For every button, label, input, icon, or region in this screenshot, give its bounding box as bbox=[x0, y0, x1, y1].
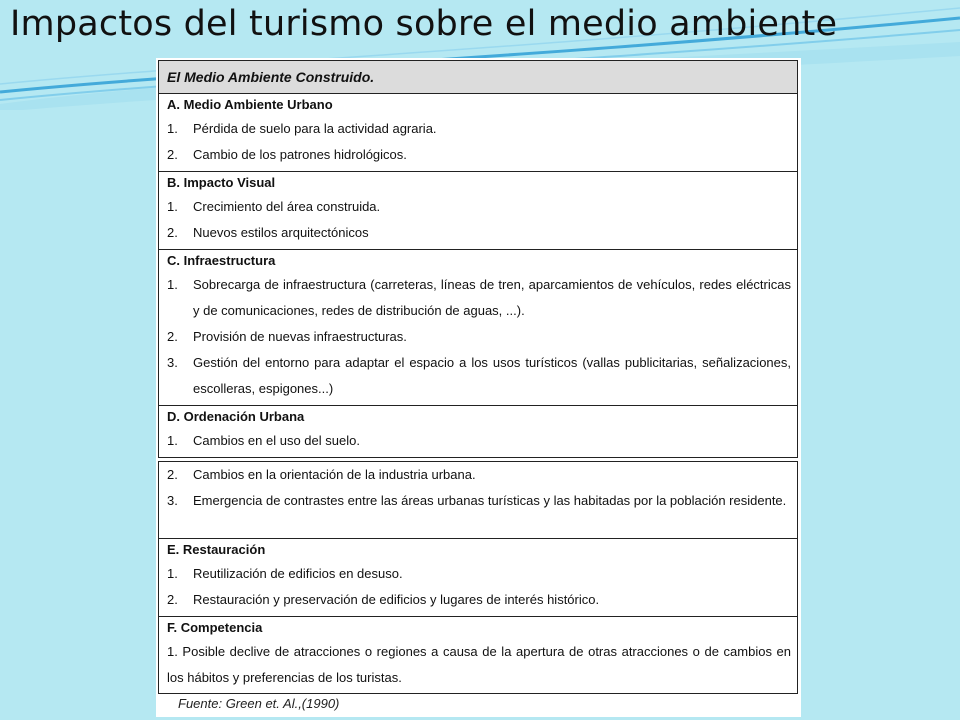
section-title: F. Competencia bbox=[167, 620, 263, 635]
item-text: 1. Posible declive de atracciones o regiones a causa de la apertura de otras atracciones o de cambios en los hábitos y preferencias de los turistas. bbox=[167, 644, 791, 685]
section-ordenacion-urbana bbox=[159, 406, 797, 454]
item-text: Cambio de los patrones hidrológicos. bbox=[193, 147, 407, 162]
section-infraestructura bbox=[159, 250, 797, 406]
item-text: Gestión del entorno para adaptar el espacio a los usos turísticos (vallas publicitarias, señalizaciones, escolleras, espigones...) bbox=[193, 355, 791, 396]
list-item bbox=[159, 272, 797, 324]
item-text: Restauración y preservación de edificios y lugares de interés histórico. bbox=[193, 592, 600, 607]
item-number: 2. bbox=[167, 329, 178, 344]
list-item bbox=[159, 116, 797, 142]
list-item bbox=[159, 587, 797, 613]
item-number: 1. bbox=[167, 566, 178, 581]
list-item bbox=[159, 194, 797, 220]
item-number: 1. bbox=[167, 121, 178, 136]
section-title: B. Impacto Visual bbox=[167, 175, 276, 190]
section-title: C. Infraestructura bbox=[167, 253, 276, 268]
section-title: E. Restauración bbox=[167, 542, 266, 557]
item-text: Cambios en el uso del suelo. bbox=[193, 433, 360, 448]
list-item bbox=[159, 428, 797, 454]
section-ordenacion-urbana-continued bbox=[159, 462, 797, 539]
item-text: Crecimiento del área construida. bbox=[193, 199, 381, 214]
list-item bbox=[159, 350, 797, 402]
document-image bbox=[156, 58, 801, 717]
source-citation: Fuente: Green et. Al.,(1990) bbox=[178, 696, 340, 711]
list-item bbox=[159, 324, 797, 350]
item-number: 3. bbox=[167, 355, 178, 370]
item-text: Emergencia de contrastes entre las áreas urbanas turísticas y las habitadas por la población residente. bbox=[193, 493, 787, 508]
item-number: 2. bbox=[167, 147, 178, 162]
impacts-table-part-1 bbox=[158, 60, 798, 458]
item-number: 2. bbox=[167, 225, 178, 240]
section-competencia bbox=[159, 617, 797, 691]
item-text: Nuevos estilos arquitectónicos bbox=[193, 225, 369, 240]
list-item bbox=[159, 488, 797, 514]
item-text: Cambios en la orientación de la industria urbana. bbox=[193, 467, 476, 482]
section-title: A. Medio Ambiente Urbano bbox=[167, 97, 333, 112]
section-title: D. Ordenación Urbana bbox=[167, 409, 305, 424]
item-text: Reutilización de edificios en desuso. bbox=[193, 566, 403, 581]
table-header: El Medio Ambiente Construido. bbox=[159, 61, 797, 94]
item-number: 1. bbox=[167, 433, 178, 448]
slide-title: Impactos del turismo sobre el medio ambiente bbox=[10, 4, 838, 44]
section-medio-ambiente-urbano bbox=[159, 94, 797, 172]
item-number: 2. bbox=[167, 592, 178, 607]
section-impacto-visual bbox=[159, 172, 797, 250]
item-number: 3. bbox=[167, 493, 178, 508]
item-number: 1. bbox=[167, 277, 178, 292]
list-item bbox=[159, 639, 797, 691]
item-text: Sobrecarga de infraestructura (carreteras, líneas de tren, aparcamientos de vehículos, redes eléctricas y de comunicaciones, redes de distribución de aguas, ...). bbox=[193, 277, 791, 318]
item-text: Provisión de nuevas infraestructuras. bbox=[193, 329, 407, 344]
item-text: Pérdida de suelo para la actividad agraria. bbox=[193, 121, 437, 136]
impacts-table-part-2 bbox=[158, 461, 798, 694]
list-item bbox=[159, 220, 797, 246]
item-number: 1. bbox=[167, 199, 178, 214]
section-restauracion bbox=[159, 539, 797, 617]
item-number: 2. bbox=[167, 467, 178, 482]
list-item bbox=[159, 561, 797, 587]
list-item bbox=[159, 142, 797, 168]
list-item bbox=[159, 462, 797, 488]
